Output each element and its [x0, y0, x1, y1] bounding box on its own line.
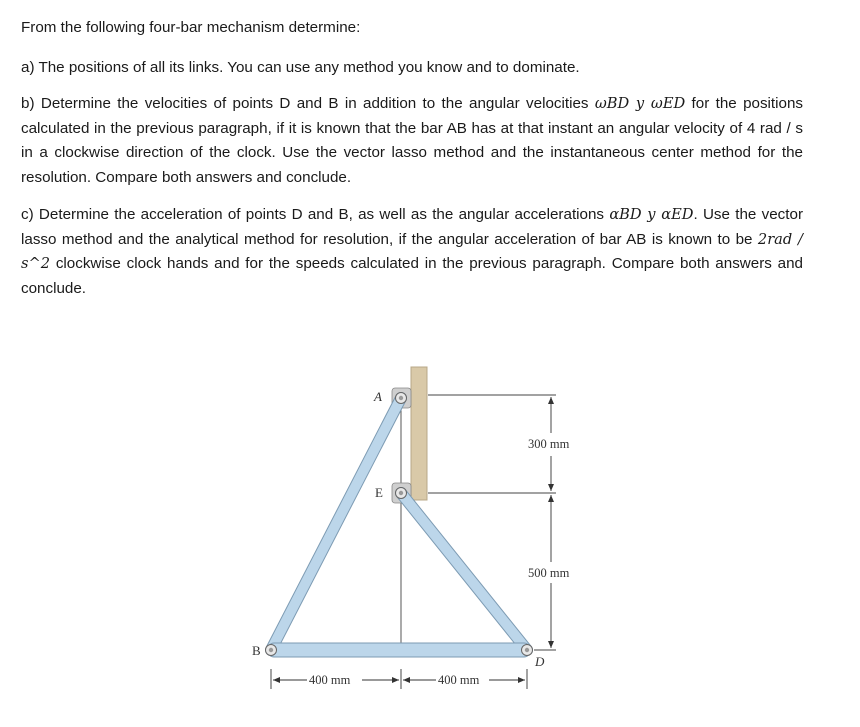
point-label-a: A	[374, 389, 382, 404]
dim-label-400-left: 400 mm	[309, 673, 351, 687]
dim-label-400-right: 400 mm	[438, 673, 480, 687]
part-b-text-2: for the positions calculated in the previous paragraph, if it is known that the bar AB has at that instant an angular velocity of 4 rad / s in a clockwise direction of the clock. Use the vector lasso method and the instantaneous center method for the resolution. Compare both answers and conclude.	[21, 95, 804, 186]
pin-b	[266, 645, 277, 656]
pin-e	[396, 488, 407, 499]
link-ed	[401, 493, 527, 650]
point-label-b: B	[252, 643, 261, 658]
dim-label-300: 300 mm	[528, 437, 570, 451]
pin-a	[396, 393, 407, 404]
link-ab	[271, 398, 401, 650]
part-b-math-omega: ωBD y ωED	[594, 95, 686, 112]
link-bd	[268, 643, 530, 657]
part-c-math-alpha: αBD y αED	[609, 206, 694, 223]
point-label-e: E	[375, 485, 383, 500]
wall-post	[411, 367, 427, 500]
question-intro: From the following four-bar mechanism determine:	[21, 19, 361, 36]
part-c-text-1: c) Determine the acceleration of points D and B, as well as the angular accelerations	[21, 206, 610, 223]
part-b-text-1: b) Determine the velocities of points D and B in addition to the angular velocities	[21, 95, 595, 112]
part-c-text-3: clockwise clock hands and for the speeds calculated in the previous paragraph. Compare both answers and conclude.	[21, 255, 803, 297]
point-label-d: D	[535, 654, 545, 669]
dim-label-500: 500 mm	[528, 566, 570, 580]
question-part-a: a) The positions of all its links. You can use any method you know and to dominate.	[21, 59, 580, 76]
part-c-math-accel: 2rad / s^2	[21, 230, 803, 272]
pin-d	[522, 645, 533, 656]
part-c-text-2: . Use the vector lasso method and the analytical method for resolution, if the angular acceleration of bar AB is known to be	[21, 206, 803, 248]
